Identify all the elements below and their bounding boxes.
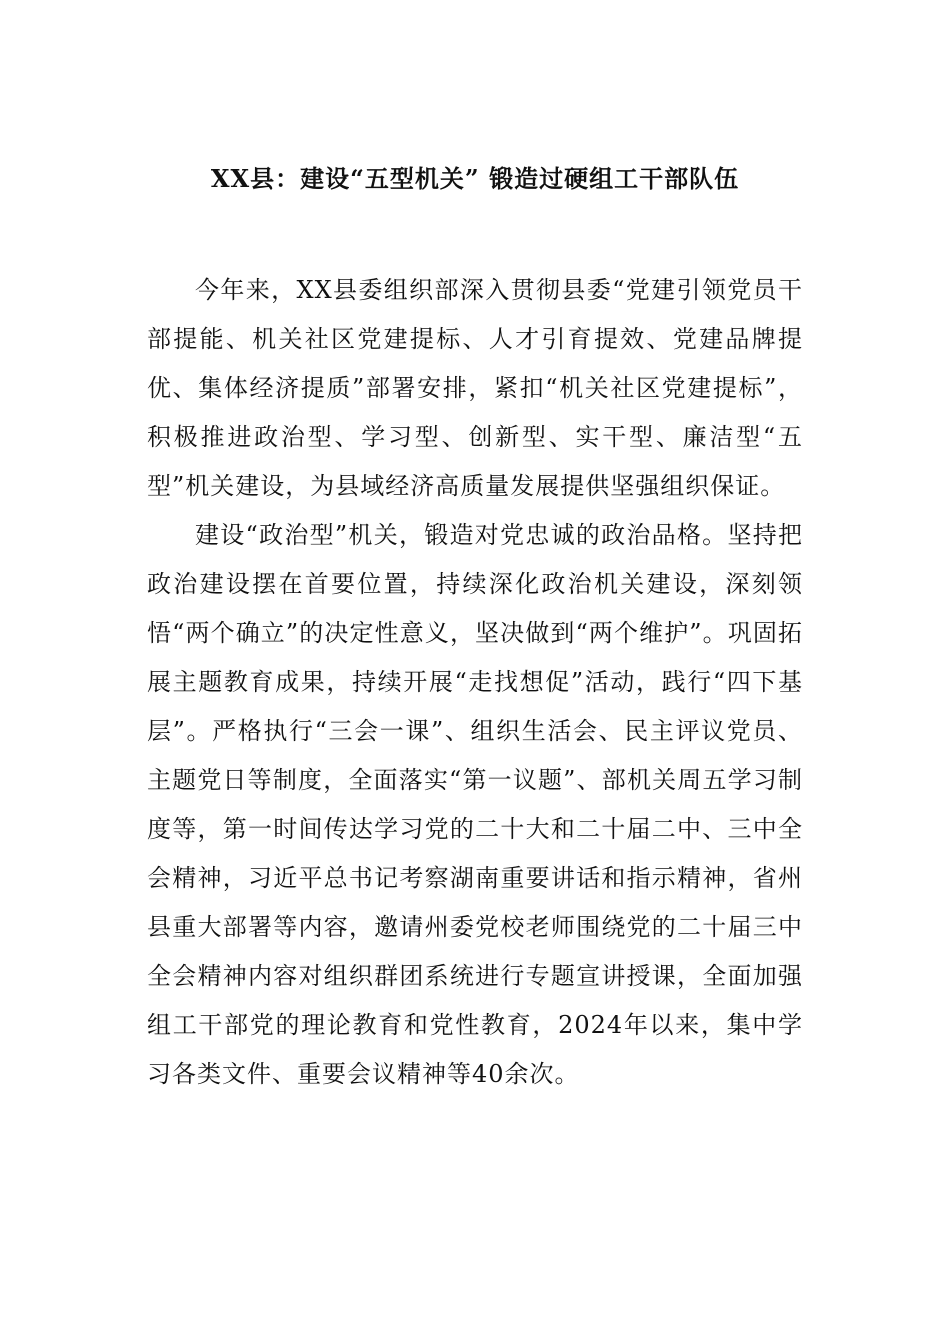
document-body	[147, 266, 803, 1099]
paragraph-intro: 今年来，XX县委组织部深入贯彻县委“党建引领党员干部提能、机关社区党建提标、人才引育提效、党建品牌提优、集体经济提质”部署安排，紧扣“机关社区党建提标”，积极推进政治型、学习型、创新型、实干型、廉洁型“五型”机关建设，为县域经济高质量发展提供坚强组织保证。	[147, 276, 803, 500]
document-title: XX县：建设“五型机关” 锻造过硬组工干部队伍	[210, 164, 740, 193]
paragraph-political-organ: 建设“政治型”机关，锻造对党忠诚的政治品格。坚持把政治建设摆在首要位置，持续深化政治机关建设，深刻领悟“两个确立”的决定性意义，坚决做到“两个维护”。巩固拓展主题教育成果，持续开展“走找想促”活动，践行“四下基层”。严格执行“三会一课”、组织生活会、民主评议党员、主题党日等制度，全面落实“第一议题”、部机关周五学习制度等，第一时间传达学习党的二十大和二十届二中、三中全会精神，习近平总书记考察湖南重要讲话和指示精神，省州县重大部署等内容，邀请州委党校老师围绕党的二十届三中全会精神内容对组织群团系统进行专题宣讲授课，全面加强组工干部党的理论教育和党性教育，2024年以来，集中学习各类文件、重要会议精神等40余次。	[147, 521, 803, 1088]
